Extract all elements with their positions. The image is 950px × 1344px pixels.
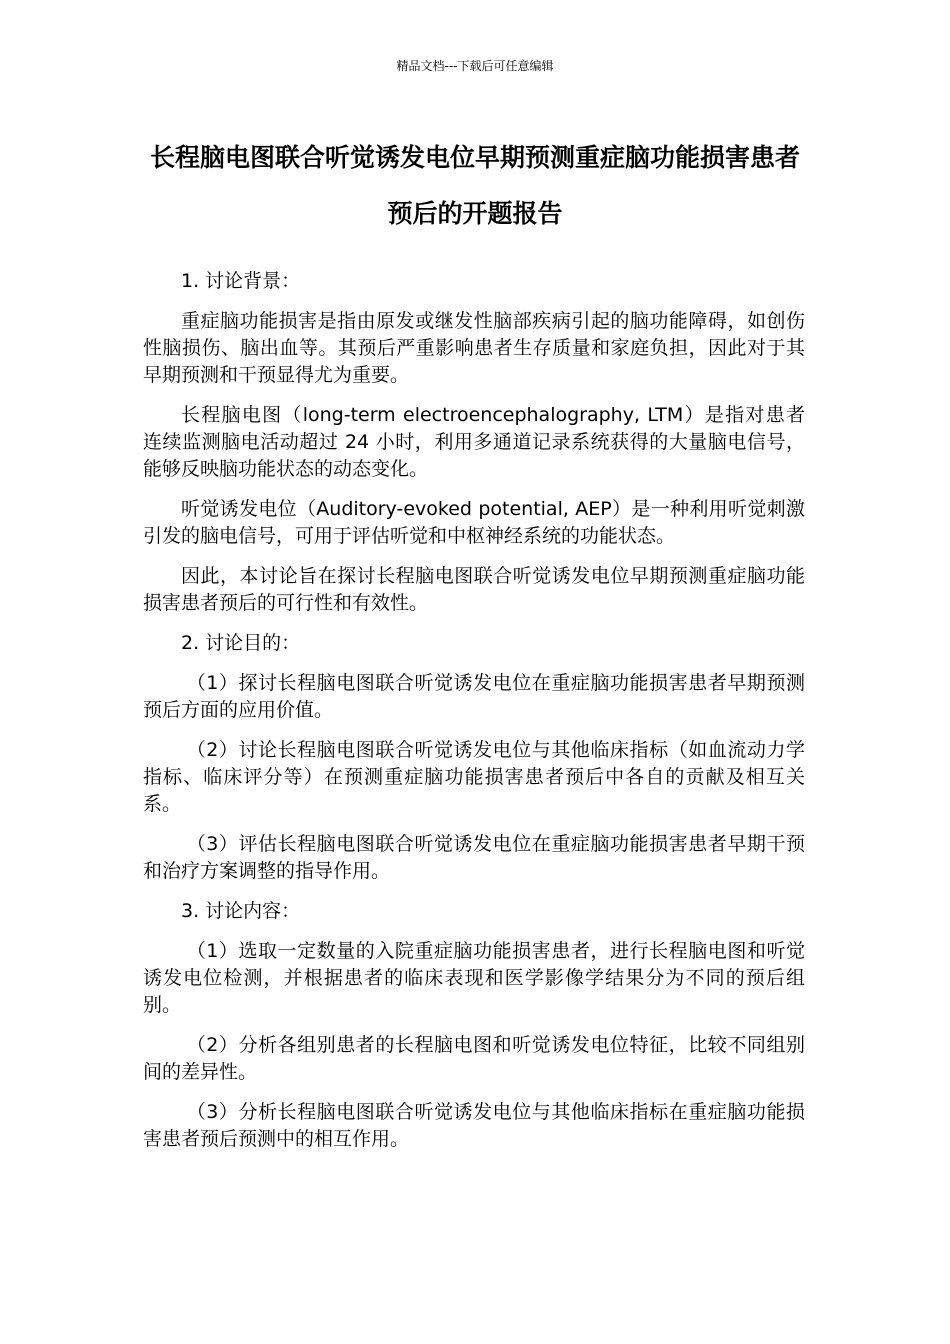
content-item: （2）分析各组别患者的长程脑电图和听觉诱发电位特征，比较不同组别间的差异性。 <box>143 1034 805 1083</box>
content-item: （3）分析长程脑电图联合听觉诱发电位与其他临床指标在重症脑功能损害患者预后预测中的相互作用。 <box>143 1101 805 1150</box>
document-body <box>143 268 805 1166</box>
background-paragraph: 听觉诱发电位（Auditory-evoked potential, AEP）是一种利用听觉刺激引发的脑电信号，可用于评估听觉和中枢神经系统的功能状态。 <box>143 498 805 547</box>
document-title: 长程脑电图联合听觉诱发电位早期预测重症脑功能损害患者预后的开题报告 <box>149 143 800 228</box>
header-note: 精品文档---下载后可任意编辑 <box>396 59 554 73</box>
section-heading-content: 3. 讨论内容： <box>181 900 301 922</box>
section-heading-purpose: 2. 讨论目的： <box>181 632 301 654</box>
purpose-item: （3）评估长程脑电图联合听觉诱发电位在重症脑功能损害患者早期干预和治疗方案调整的指导作用。 <box>143 833 805 882</box>
section-heading-background: 1. 讨论背景： <box>181 270 301 292</box>
background-paragraph: 长程脑电图（long-term electroencephalography, LTM）是指对患者连续监测脑电活动超过 24 小时，利用多通道记录系统获得的大量脑电信号，能够反映脑功能状态的动态变化。 <box>143 404 805 480</box>
background-paragraph: 因此，本讨论旨在探讨长程脑电图联合听觉诱发电位早期预测重症脑功能损害患者预后的可行性和有效性。 <box>143 565 805 614</box>
purpose-item: （2）讨论长程脑电图联合听觉诱发电位与其他临床指标（如血流动力学指标、临床评分等）在预测重症脑功能损害患者预后中各自的贡献及相互关系。 <box>143 739 805 815</box>
purpose-item: （1）探讨长程脑电图联合听觉诱发电位在重症脑功能损害患者早期预测预后方面的应用价值。 <box>143 672 805 721</box>
background-paragraph: 重症脑功能损害是指由原发或继发性脑部疾病引起的脑功能障碍，如创伤性脑损伤、脑出血等。其预后严重影响患者生存质量和家庭负担，因此对于其早期预测和干预显得尤为重要。 <box>143 310 805 386</box>
content-item: （1）选取一定数量的入院重症脑功能损害患者，进行长程脑电图和听觉诱发电位检测，并根据患者的临床表现和医学影像学结果分为不同的预后组别。 <box>143 940 805 1016</box>
